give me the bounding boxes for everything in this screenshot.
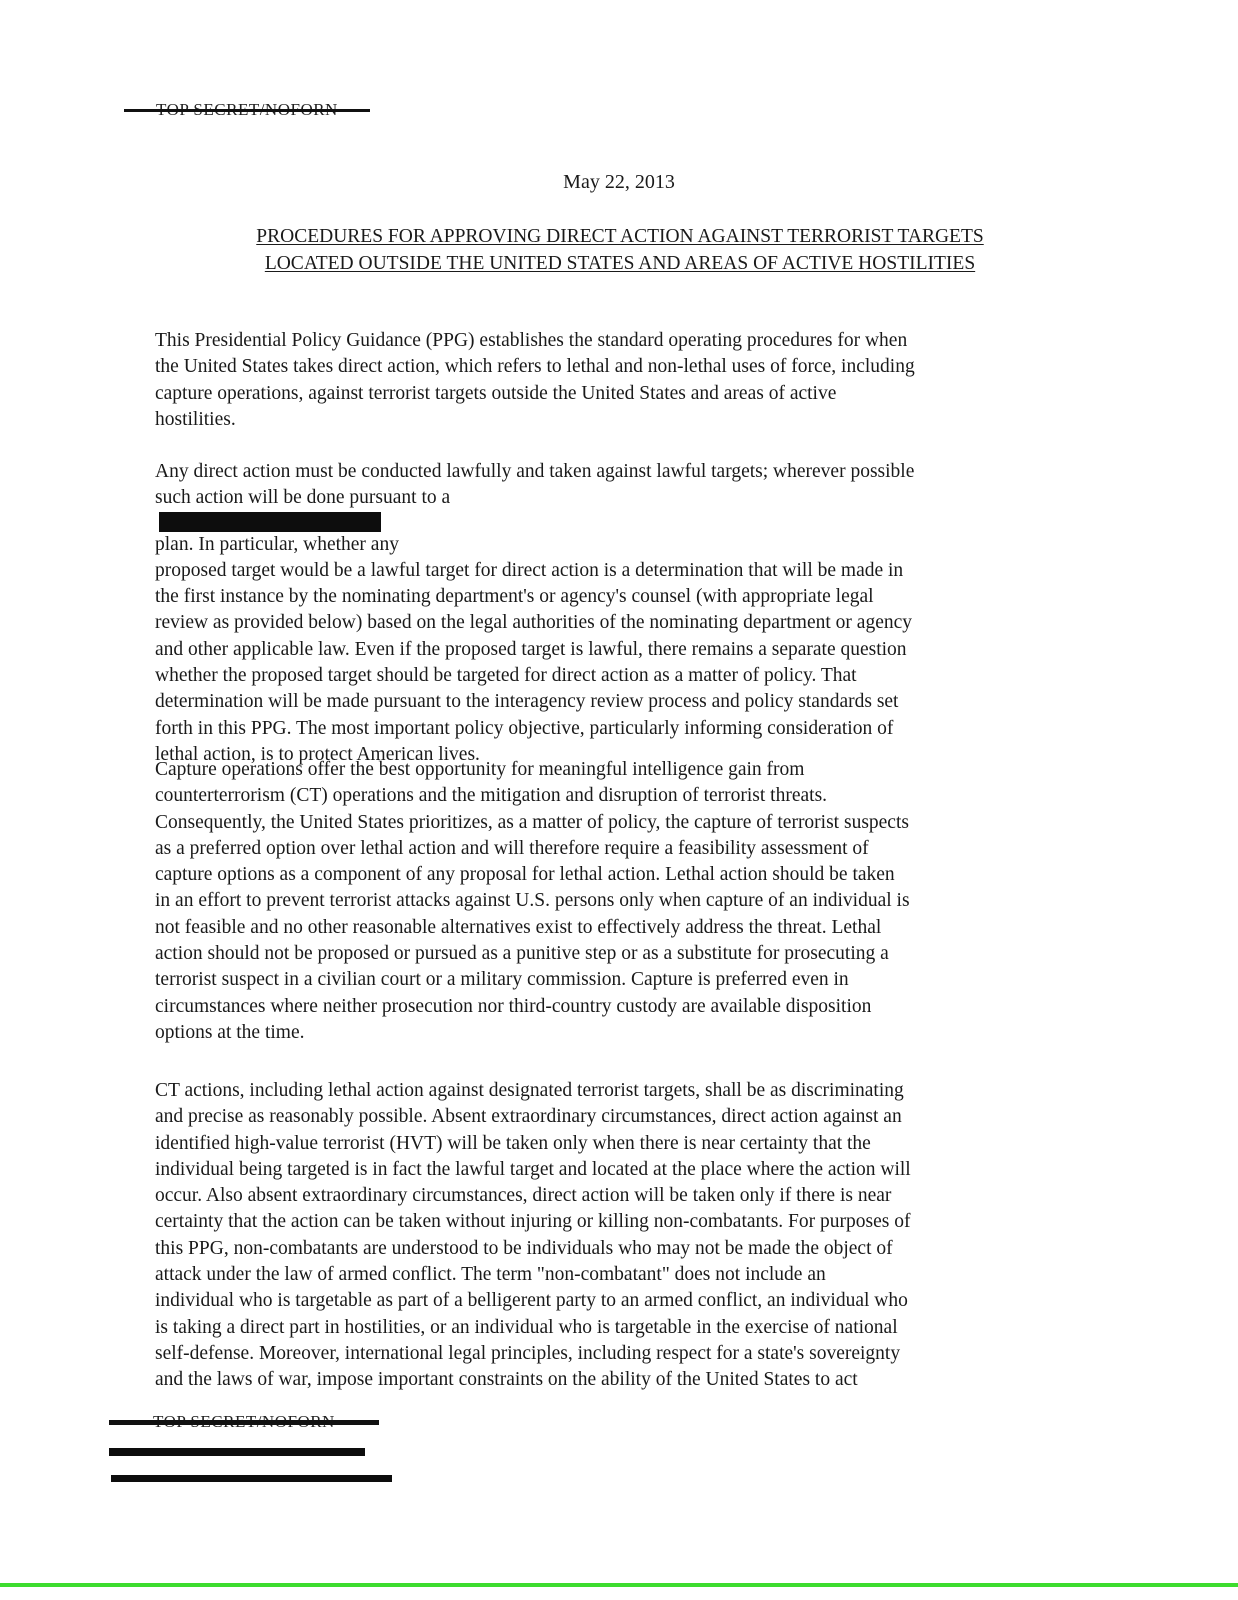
text-fragment: plan. In particular, whether any xyxy=(155,533,399,555)
document-title xyxy=(120,223,1120,277)
text-line: individual being targeted is in fact the lawful target and located at the place where the action will xyxy=(155,1158,911,1180)
classification-marking-top xyxy=(156,100,338,120)
title-line: PROCEDURES FOR APPROVING DIRECT ACTION AGAINST TERRORIST TARGETS xyxy=(256,226,984,247)
text-line: and precise as reasonably possible. Absent extraordinary circumstances, direct action against an xyxy=(155,1106,902,1128)
text-line: this PPG, non-combatants are understood to be individuals who may not be made the object of xyxy=(155,1237,893,1259)
text-line: is taking a direct part in hostilities, or an individual who is targetable in the exercise of national xyxy=(155,1316,898,1338)
text-line: capture options as a component of any proposal for lethal action. Lethal action should be taken xyxy=(155,864,895,886)
paragraph-ct-actions xyxy=(155,1078,1067,1394)
text-line: capture operations, against terrorist targets outside the United States and areas of active xyxy=(155,382,837,404)
text-line: proposed target would be a lawful target for direct action is a determination that will be made in xyxy=(155,559,904,581)
text-line: not feasible and no other reasonable alternatives exist to effectively address the threat. Lethal xyxy=(155,916,882,938)
text-line: individual who is targetable as part of a belligerent party to an armed conflict, an individual who xyxy=(155,1290,908,1312)
text-line: self-defense. Moreover, international legal principles, including respect for a state's sovereignty xyxy=(155,1342,901,1364)
paragraph-capture-operations xyxy=(155,757,1067,1046)
text-line: terrorist suspect in a civilian court or a military commission. Capture is preferred even in xyxy=(155,969,849,991)
redaction-bar xyxy=(111,1475,392,1482)
text-line: options at the time. xyxy=(155,1021,305,1043)
text-line: certainty that the action can be taken without injuring or killing non-combatants. For purposes of xyxy=(155,1211,911,1233)
classification-strikethrough-bottom xyxy=(109,1420,379,1425)
text-line: and the laws of war, impose important constraints on the ability of the United States to act xyxy=(155,1369,858,1391)
paragraph-lawful-targets xyxy=(155,459,1067,768)
page-bottom-rule xyxy=(0,1583,1238,1587)
redaction-bar xyxy=(109,1448,365,1456)
text-line: whether the proposed target should be targeted for direct action as a matter of policy. That xyxy=(155,665,857,687)
text-line: action should not be proposed or pursued as a punitive step or as a substitute for prosecuting a xyxy=(155,943,889,965)
inline-redaction-bar xyxy=(159,512,381,532)
paragraph-intro xyxy=(155,328,1067,433)
text-line: review as provided below) based on the legal authorities of the nominating department or agency xyxy=(155,612,913,634)
classification-marking-bottom xyxy=(153,1412,335,1432)
classification-strikethrough-top xyxy=(124,109,370,112)
text-line-with-redaction xyxy=(155,485,1067,558)
text-fragment: such action will be done pursuant to a xyxy=(155,487,451,509)
text-line: occur. Also absent extraordinary circumstances, direct action will be taken only if there is near xyxy=(155,1185,892,1207)
text-line: as a preferred option over lethal action and will therefore require a feasibility assessment of xyxy=(155,837,869,859)
text-line: identified high-value terrorist (HVT) will be taken only when there is near certainty that the xyxy=(155,1132,871,1154)
text-line: circumstances where neither prosecution nor third-country custody are available disposition xyxy=(155,995,872,1017)
title-line: LOCATED OUTSIDE THE UNITED STATES AND AREAS OF ACTIVE HOSTILITIES xyxy=(264,253,976,274)
text-line: determination will be made pursuant to the interagency review process and policy standards set xyxy=(155,691,899,713)
text-line: the United States takes direct action, which refers to lethal and non-lethal uses of force, including xyxy=(155,356,915,378)
text-line: Capture operations offer the best opportunity for meaningful intelligence gain from xyxy=(155,759,805,780)
text-line: attack under the law of armed conflict. The term "non-combatant" does not include an xyxy=(155,1264,826,1286)
text-line: forth in this PPG. The most important policy objective, particularly informing consideration of xyxy=(155,717,894,739)
text-line: lethal action, is to protect American lives. xyxy=(155,743,480,765)
text-line: and other applicable law. Even if the proposed target is lawful, there remains a separate question xyxy=(155,638,907,660)
text-line: Any direct action must be conducted lawfully and taken against lawful targets; wherever possible xyxy=(155,461,915,482)
text-line: the first instance by the nominating department's or agency's counsel (with appropriate legal xyxy=(155,586,874,608)
text-line: in an effort to prevent terrorist attacks against U.S. persons only when capture of an individual is xyxy=(155,890,910,912)
text-line: This Presidential Policy Guidance (PPG) establishes the standard operating procedures for when xyxy=(155,330,908,351)
text-line: Consequently, the United States prioritizes, as a matter of policy, the capture of terrorist suspects xyxy=(155,811,909,833)
text-line: counterterrorism (CT) operations and the mitigation and disruption of terrorist threats. xyxy=(155,785,828,807)
document-date: May 22, 2013 xyxy=(563,171,675,193)
text-line: hostilities. xyxy=(155,408,236,430)
text-line: CT actions, including lethal action against designated terrorist targets, shall be as discriminating xyxy=(155,1080,904,1101)
